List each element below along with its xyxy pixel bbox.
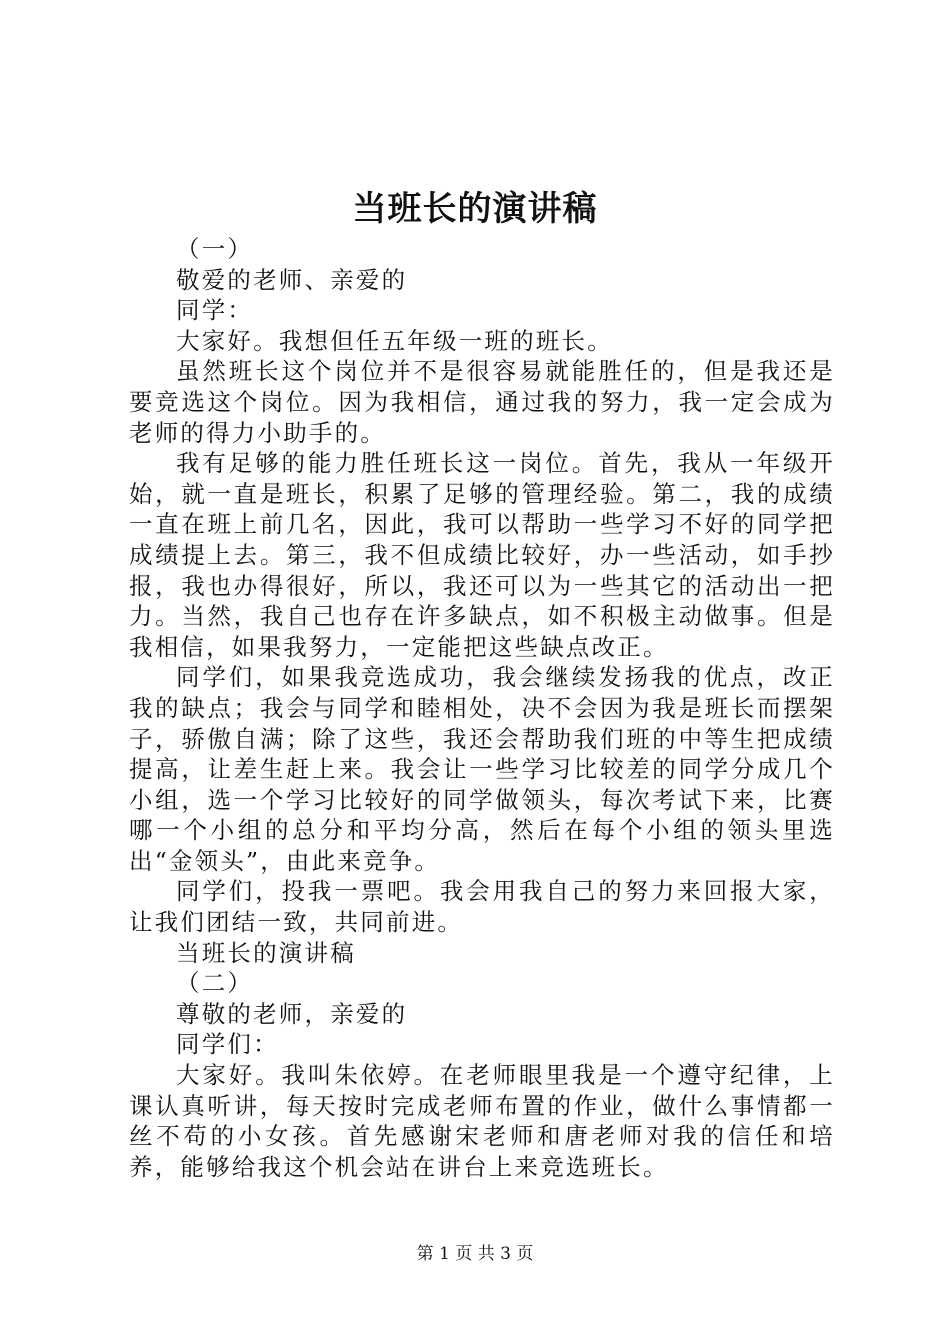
paragraph: 当班长的演讲稿: [176, 938, 356, 967]
paragraph: 同学们，如果我竞选成功，我会继续发扬我的优点，改正我的缺点；我会与同学和睦相处，决不会因为我是班长而摆架子，骄傲自满；除了这些，我还会帮助我们班的中等生把成绩提高，让差生赶上来。我会让一些学习比较差的同学分成几个小组，选一个学习比较好的同学做领头，每次考试下来，比赛哪一个小组的总分和平均分高，然后在每个小组的领头里选出“金领头”，由此来竞争。: [129, 663, 835, 875]
paragraph: 同学：: [176, 296, 254, 325]
document-body: [129, 234, 835, 1182]
paragraph: 我有足够的能力胜任班长这一岗位。首先，我从一年级开始，就一直是班长，积累了足够的管理经验。第二，我的成绩一直在班上前几名，因此，我可以帮助一些学习不好的同学把成绩提上去。第三，我不但成绩比较好，办一些活动，如手抄报，我也办得很好，所以，我还可以为一些其它的活动出一把力。当然，我自己也存在许多缺点，如不积极主动做事。但是我相信，如果我努力，一定能把这些缺点改正。: [129, 449, 835, 661]
paragraph: 尊敬的老师，亲爱的: [176, 999, 408, 1028]
paragraph: 同学们，投我一票吧。我会用我自己的努力来回报大家，让我们团结一致，共同前进。: [129, 877, 835, 937]
page-number-footer: 第 1 页 共 3 页: [416, 1244, 534, 1264]
paragraph: 大家好。我想但任五年级一班的班长。: [176, 326, 613, 355]
paragraph: （一）: [176, 235, 254, 263]
paragraph: 敬爱的老师、亲爱的: [176, 265, 408, 294]
paragraph: 虽然班长这个岗位并不是很容易就能胜任的，但是我还是要竞选这个岗位。因为我相信，通过我的努力，我一定会成为老师的得力小助手的。: [129, 357, 835, 447]
paragraph: （二）: [176, 969, 254, 998]
paragraph: 同学们：: [176, 1030, 279, 1059]
document-title: 当班长的演讲稿: [352, 189, 598, 229]
paragraph: 大家好。我叫朱依婷。在老师眼里我是一个遵守纪律，上课认真听讲，每天按时完成老师布置的作业，做什么事情都一丝不苟的小女孩。首先感谢宋老师和唐老师对我的信任和培养，能够给我这个机会站在讲台上来竞选班长。: [129, 1061, 835, 1181]
